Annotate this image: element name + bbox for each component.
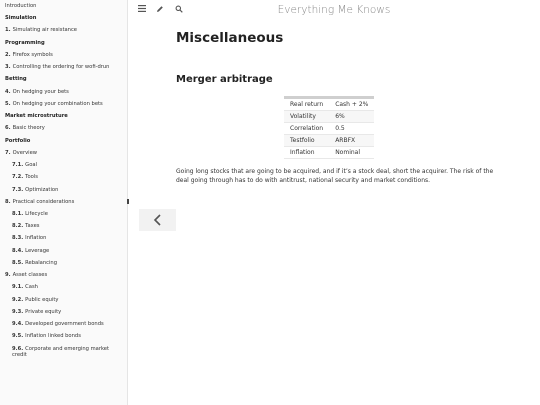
sidebar-item-number: 9.2. — [12, 296, 24, 303]
sidebar-item-label: Lifecycle — [25, 210, 48, 217]
sidebar-item-number: 8.2. — [12, 223, 24, 230]
sidebar-item[interactable] — [0, 49, 127, 61]
table-cell-value: Nominal — [329, 147, 374, 159]
sidebar-item-number: 8.1. — [12, 210, 24, 217]
sidebar-item[interactable] — [0, 98, 127, 110]
sidebar-item-label: Practical considerations — [12, 198, 75, 205]
sidebar-item-label: Optimization — [25, 186, 59, 193]
sidebar-item[interactable] — [0, 330, 127, 342]
sidebar-item[interactable] — [0, 281, 127, 293]
table-cell-label: Volatility — [284, 111, 329, 123]
chevron-left-icon — [153, 214, 163, 226]
sidebar-item[interactable] — [0, 294, 127, 306]
section-title: Merger arbitrage — [176, 74, 273, 85]
sidebar-item-number: 9. — [5, 272, 11, 279]
sidebar-item-number: 7.3. — [12, 186, 24, 193]
sidebar-item-label: Public equity — [25, 296, 59, 303]
table-row — [284, 111, 374, 123]
sidebar-item-label: Private equity — [25, 308, 62, 315]
sidebar-item[interactable] — [0, 171, 127, 183]
sidebar-item[interactable] — [0, 196, 127, 208]
main-content — [176, 30, 496, 185]
sidebar-item-label: Inflation linked bonds — [25, 333, 81, 340]
table-cell-label: Real return — [284, 98, 329, 111]
sidebar-section-heading — [0, 73, 127, 85]
sidebar-item-number: 9.6. — [12, 345, 24, 352]
sidebar-item-number: 9.3. — [12, 308, 24, 315]
sidebar-item-number: 7.1. — [12, 162, 24, 169]
table-cell-label: Correlation — [284, 123, 329, 135]
sidebar-section-heading — [0, 37, 127, 49]
sidebar-item[interactable] — [0, 122, 127, 134]
book-title: Everything Me Knows — [277, 4, 391, 16]
previous-chapter-button[interactable] — [139, 209, 176, 231]
sidebar-item-label: Introduction — [5, 3, 37, 9]
sidebar-item[interactable] — [0, 208, 127, 220]
sidebar-item-label: On hedging your combination bets — [12, 100, 103, 107]
table-cell-value: Cash + 2% — [329, 98, 374, 111]
sidebar-item-number: 7.2. — [12, 174, 24, 181]
sidebar-item-label: Rebalancing — [25, 259, 57, 266]
table-cell-label: Testfolio — [284, 135, 329, 147]
sidebar-item[interactable] — [0, 269, 127, 281]
sidebar-item[interactable] — [0, 86, 127, 98]
sidebar-item-number: 7. — [5, 149, 11, 156]
sidebar-item-number: 5. — [5, 100, 11, 107]
sidebar-item-number: 4. — [5, 88, 11, 95]
sidebar-item-label: Goal — [25, 162, 37, 169]
sidebar-item-label: Overview — [12, 149, 38, 156]
page-title: Miscellaneous — [176, 30, 284, 46]
sidebar-item[interactable] — [0, 318, 127, 330]
sidebar-item-number: 8.3. — [12, 235, 24, 242]
sidebar-item[interactable] — [0, 61, 127, 73]
sidebar-item[interactable] — [0, 147, 127, 159]
sidebar-item-number: 8.4. — [12, 247, 24, 254]
sidebar-item-number: 3. — [5, 64, 11, 71]
table-cell-label: Inflation — [284, 147, 329, 159]
sidebar-item[interactable] — [0, 0, 127, 12]
sidebar-item-label: On hedging your bets — [12, 88, 69, 95]
sidebar-item-number: 9.4. — [12, 321, 24, 328]
sidebar-item[interactable] — [0, 184, 127, 196]
table-row — [284, 98, 374, 111]
sidebar-item-number: 9.1. — [12, 284, 24, 291]
sidebar-item-label: Betting — [5, 76, 27, 83]
sidebar-item-number: 6. — [5, 125, 11, 132]
sidebar — [0, 0, 128, 405]
sidebar-item-label: Simulating air resistance — [12, 27, 77, 34]
table-cell-value: 6% — [329, 111, 374, 123]
sidebar-item-number: 8. — [5, 198, 11, 205]
sidebar-item[interactable] — [0, 245, 127, 257]
table-cell-value: 0.5 — [329, 123, 374, 135]
sidebar-item-label: Developed government bonds — [25, 321, 104, 328]
sidebar-item-label: Inflation — [25, 235, 47, 242]
sidebar-item[interactable] — [0, 306, 127, 318]
sidebar-section-heading — [0, 135, 127, 147]
sidebar-item-label: Corporate and emerging market credit — [12, 345, 110, 358]
sidebar-item[interactable] — [0, 24, 127, 36]
sidebar-item-number: 2. — [5, 51, 11, 58]
sidebar-item[interactable] — [0, 159, 127, 171]
sidebar-item-label: Asset classes — [12, 272, 48, 279]
sidebar-item-label: Leverage — [25, 247, 50, 254]
sidebar-item[interactable] — [0, 232, 127, 244]
sidebar-item[interactable] — [0, 343, 127, 361]
sidebar-item-label: Firefox symbols — [12, 51, 53, 58]
sidebar-item-label: Controlling the ordering for wofi-drun — [12, 64, 110, 71]
sidebar-item-number: 9.5. — [12, 333, 24, 340]
sidebar-item-label: Tools — [25, 174, 38, 181]
top-bar — [128, 0, 540, 22]
sidebar-section-heading — [0, 110, 127, 122]
sidebar-item[interactable] — [0, 257, 127, 269]
table-cell-value: ARBFX — [329, 135, 374, 147]
sidebar-item-label: Basic theory — [12, 125, 45, 132]
description-paragraph: Going long stocks that are going to be acquired, and if it’s a stock deal, short the acquirer. The risk of the deal going through has to do with antitrust, national security and market conditions. — [176, 168, 494, 185]
sidebar-item-label: Simulation — [5, 15, 37, 22]
sidebar-resize-handle[interactable] — [127, 199, 129, 204]
info-table — [284, 96, 374, 159]
sidebar-item[interactable] — [0, 220, 127, 232]
table-row — [284, 135, 374, 147]
sidebar-section-heading — [0, 12, 127, 24]
sidebar-item-label: Taxes — [25, 223, 40, 230]
sidebar-item-label: Cash — [25, 284, 38, 291]
table-row — [284, 123, 374, 135]
sidebar-item-label: Market microstruture — [5, 113, 68, 120]
table-row — [284, 147, 374, 159]
sidebar-item-label: Portfolio — [5, 137, 31, 144]
sidebar-item-number: 1. — [5, 27, 11, 34]
sidebar-item-number: 8.5. — [12, 259, 24, 266]
sidebar-item-label: Programming — [5, 39, 45, 46]
